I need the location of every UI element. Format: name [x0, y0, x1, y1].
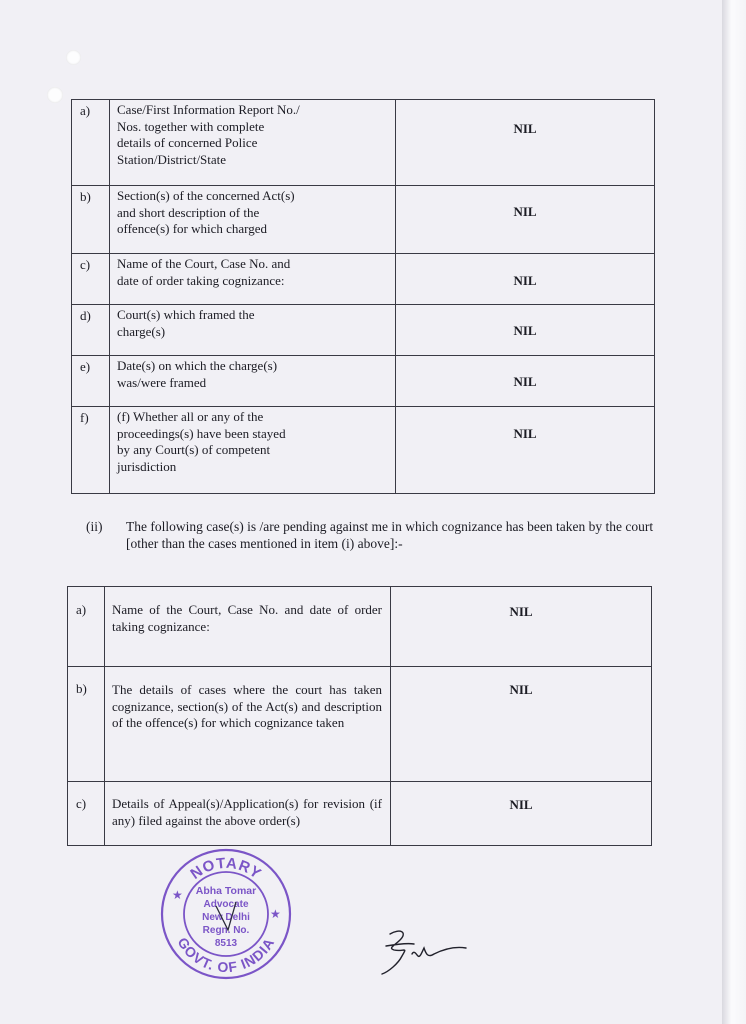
- stamp-line: Advocate: [203, 899, 249, 910]
- table-row: [72, 407, 655, 494]
- table-row: [72, 100, 655, 186]
- row-label: a): [72, 100, 110, 186]
- row-description: The details of cases where the court has taken cognizance, section(s) of the Act(s) and description of the offence(s) for which cognizance taken: [105, 667, 391, 782]
- item-number: (ii): [86, 519, 103, 534]
- stamp-line: Abha Tomar: [195, 885, 257, 897]
- row-label: e): [72, 356, 110, 407]
- table-row: [68, 782, 652, 846]
- row-description: Details of Appeal(s)/Application(s) for revision (if any) filed against the above order(s): [105, 782, 391, 846]
- row-label: f): [72, 407, 110, 494]
- row-label: b): [72, 186, 110, 254]
- stamp-top-text: NOTARY: [187, 854, 265, 883]
- row-value: NIL: [396, 254, 655, 305]
- row-label: c): [72, 254, 110, 305]
- row-description: Date(s) on which the charge(s) was/were framed: [110, 356, 396, 407]
- row-label: c): [68, 782, 105, 846]
- table-row: [72, 356, 655, 407]
- row-value: NIL: [396, 305, 655, 356]
- table-row: [72, 186, 655, 254]
- punch-hole: [47, 87, 63, 103]
- signature: [378, 924, 470, 980]
- table-row: [68, 587, 652, 667]
- row-description: Case/First Information Report No./ Nos. together with complete details of concerned Police Station/District/State: [110, 100, 396, 186]
- row-value: NIL: [396, 356, 655, 407]
- row-value: NIL: [391, 667, 652, 782]
- stamp-line: 8513: [214, 938, 238, 949]
- star-icon: ★: [172, 888, 183, 902]
- row-description: Court(s) which framed the charge(s): [110, 305, 396, 356]
- row-description: (f) Whether all or any of the proceedings(s) have been stayed by any Court(s) of competent jurisdiction: [110, 407, 396, 494]
- row-value: NIL: [396, 186, 655, 254]
- item-text: The following case(s) is /are pending against me in which cognizance has been taken by the court [other than the cases mentioned in item (i) above]:-: [126, 519, 654, 551]
- stamp-bottom-text: GOVT. OF INDIA: [174, 934, 278, 976]
- row-label: a): [68, 587, 105, 667]
- row-value: NIL: [391, 587, 652, 667]
- row-description: Section(s) of the concerned Act(s) and short description of the offence(s) for which charged: [110, 186, 396, 254]
- row-value: NIL: [391, 782, 652, 846]
- star-icon: ★: [270, 907, 281, 921]
- row-description: Name of the Court, Case No. and date of order taking cognizance:: [110, 254, 396, 305]
- table-row: [72, 305, 655, 356]
- row-label: d): [72, 305, 110, 356]
- charges-table: [71, 99, 655, 494]
- row-value: NIL: [396, 407, 655, 494]
- stamp-line: Regn. No.: [202, 925, 250, 936]
- page-edge: [722, 0, 746, 1024]
- table-row: [72, 254, 655, 305]
- notary-stamp: [158, 846, 294, 982]
- cognizance-table: [67, 586, 652, 846]
- row-label: b): [68, 667, 105, 782]
- table-row: [68, 667, 652, 782]
- row-description: Name of the Court, Case No. and date of order taking cognizance:: [105, 587, 391, 667]
- punch-hole: [66, 50, 81, 65]
- stamp-line: New Delhi: [202, 912, 250, 923]
- row-value: NIL: [396, 100, 655, 186]
